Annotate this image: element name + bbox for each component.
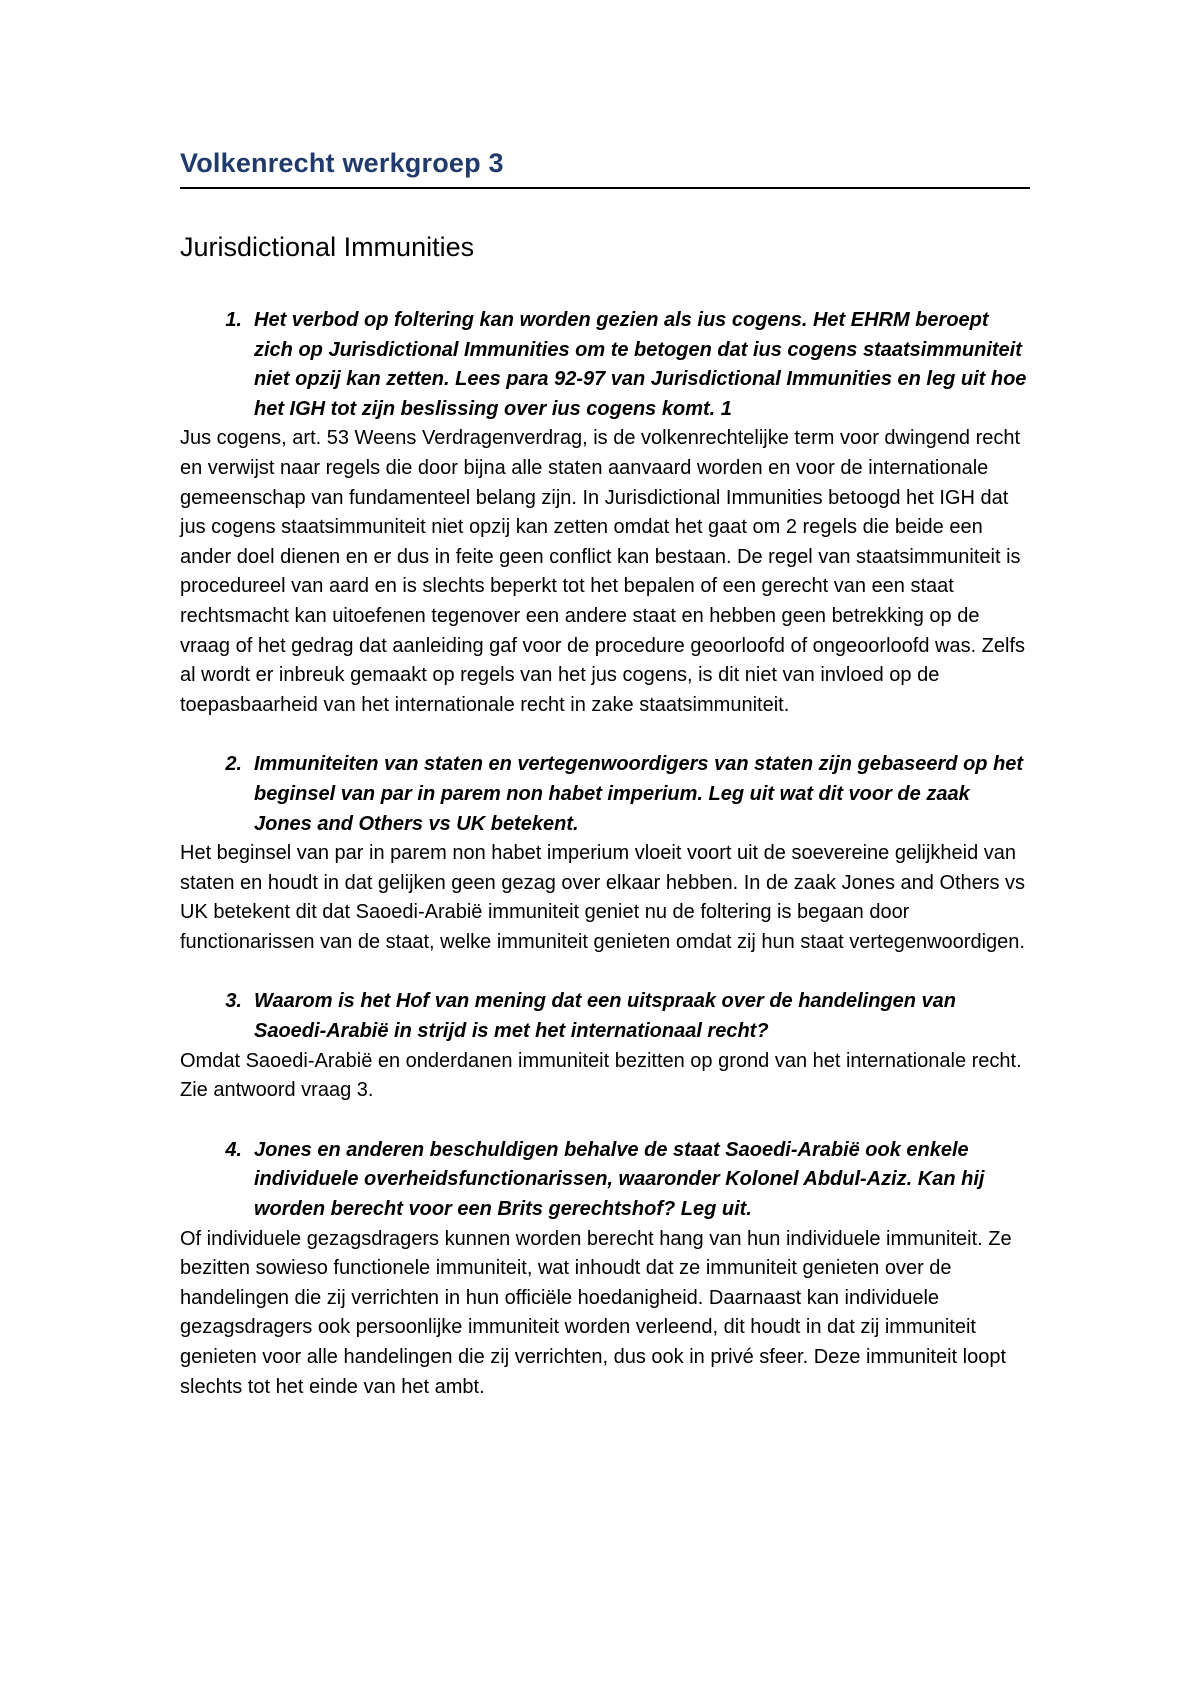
document-title: Volkenrecht werkgroep 3 — [180, 148, 1030, 189]
question-1 — [180, 306, 1030, 424]
question-number: 3. — [225, 990, 242, 1013]
paragraph-gap — [180, 720, 1030, 750]
question-number: 2. — [225, 753, 242, 776]
question-text: Immuniteiten van staten en vertegenwoordigers van staten zijn gebaseerd op het beginsel van par in parem non habet imperium. Leg uit wat dit voor de zaak Jones and Others vs UK betekent. — [254, 753, 1024, 835]
answer-1: Jus cogens, art. 53 Weens Verdragenverdrag, is de volkenrechtelijke term voor dwingend recht en verwijst naar regels die door bijna alle staten aanvaard worden en voor de internationale gemeenschap van fundamenteel belang zijn. In Jurisdictional Immunities betoogd het IGH dat jus cogens staatsimmuniteit niet opzij kan zetten omdat het gaat om 2 regels die beide een ander doel dienen en er dus in feite geen conflict kan bestaan. De regel van staatsimmuniteit is procedureel van aard en is slechts beperkt tot het bepalen of een gerecht van een staat rechtsmacht kan uitoefenen tegenover een andere staat en hebben geen betrekking op de vraag of het gedrag dat aanleiding gaf voor de procedure geoorloofd of ongeoorloofd was. Zelfs al wordt er inbreuk gemaakt op regels van het jus cogens, is dit niet van invloed op de toepasbaarheid van het internationale recht in zake staatsimmuniteit. — [180, 427, 1026, 716]
answer-2: Het beginsel van par in parem non habet imperium vloeit voort uit de soevereine gelijkheid van staten en houdt in dat gelijken geen gezag over elkaar hebben. In de zaak Jones and Others vs UK betekent dit dat Saoedi-Arabië immuniteit geniet nu de foltering is begaan door functionarissen van de staat, welke immuniteit genieten omdat zij hun staat vertegenwoordigen. — [180, 842, 1026, 953]
section-heading: Jurisdictional Immunities — [180, 232, 475, 262]
paragraph-gap — [180, 957, 1030, 987]
question-number: 1. — [225, 309, 242, 331]
question-number: 4. — [225, 1138, 242, 1161]
question-text: Waarom is het Hof van mening dat een uitspraak over de handelingen van Saoedi-Arabië in strijd is met het internationaal recht? — [254, 990, 957, 1043]
question-text: Het verbod op foltering kan worden gezien als ius cogens. Het EHRM beroept zich op Jurisdictional Immunities om te betogen dat ius cogens staatsimmuniteit niet opzij kan zetten. Lees para 92-97 van Jurisdictional Immunities en leg uit hoe het IGH tot zijn beslissing over ius cogens komt. 1 — [254, 309, 1027, 420]
question-text: Jones en anderen beschuldigen behalve de staat Saoedi-Arabië ook enkele individuele overheidsfunctionarissen, waaronder Kolonel Abdul-Aziz. Kan hij worden berecht voor een Brits gerechtshof? Leg uit. — [254, 1138, 985, 1221]
question-4 — [180, 1136, 1030, 1225]
answer-3: Omdat Saoedi-Arabië en onderdanen immuniteit bezitten op grond van het internationale recht. Zie antwoord vraag 3. — [180, 1049, 1022, 1102]
answer-4: Of individuele gezagsdragers kunnen worden berecht hang van hun individuele immuniteit. Ze bezitten sowieso functionele immuniteit, wat inhoudt dat ze immuniteit genieten over de handelingen die zij verrichten in hun officiële hoedanigheid. Daarnaast kan individuele gezagsdragers ook persoonlijke immuniteit worden verleend, dit houdt in dat zij immuniteit genieten voor alle handelingen die zij verrichten, dus ook in privé sfeer. Deze immuniteit loopt slechts tot het einde van het ambt. — [180, 1227, 1012, 1398]
paragraph-gap — [180, 1106, 1030, 1136]
document-body — [180, 306, 1030, 1402]
question-3 — [180, 987, 1030, 1046]
question-2 — [180, 750, 1030, 839]
